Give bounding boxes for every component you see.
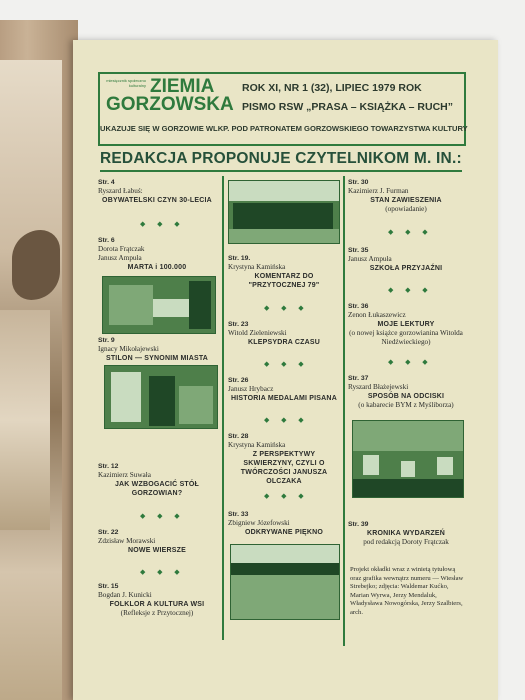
divider-diamonds: ◆ ◆ ◆ <box>388 358 433 366</box>
issue-info: ROK XI, NR 1 (32), LIPIEC 1979 ROK <box>242 82 422 94</box>
divider-diamonds: ◆ ◆ ◆ <box>264 416 309 424</box>
toc-entry: Str. 33 Zbigniew Józefowski ODKRYWANE PIĘKNO <box>228 511 323 536</box>
logo-line-2: GORZOWSKA <box>106 94 234 115</box>
logo-publisher-small: miesięcznik społeczno kulturalny <box>106 78 146 88</box>
toc-entry: Str. 37 Ryszard Błażejewski SPOSÓB NA ODCISKI (o kabarecie BYM z Myśliborza) <box>348 375 454 409</box>
toc-entry: Str. 28 Krystyna Kamińska Z PERSPEKTYWY SKWIERZYNY, CZYLI O TWÓRCZOŚCI JANUSZA OLCZAKA <box>228 433 328 485</box>
divider-diamonds: ◆ ◆ ◆ <box>140 512 185 520</box>
toc-entry: Str. 39 KRONIKA WYDARZEŃ pod redakcją Doroty Frątczak <box>348 521 449 546</box>
toc-entry: Str. 12 Kazimierz Suwała JAK WZBOGACIĆ STÓŁ GORZOWIAN? <box>98 463 200 497</box>
toc-entry: Str. 23 Witold Zieleniewski KLEPSYDRA CZASU <box>228 321 320 346</box>
column-rule-2 <box>343 176 345 646</box>
divider-diamonds: ◆ ◆ ◆ <box>388 228 433 236</box>
toc-entry: Str. 9 Ignacy Mikołajewski STILON — SYNONIM MIASTA <box>98 337 209 362</box>
toc-entry: Str. 35 Janusz Ampuła SZKOŁA PRZYJAŹNI <box>348 247 443 272</box>
toc-entry: Str. 22 Zdzisław Morawski NOWE WIERSZE <box>98 529 186 554</box>
facing-page-photo <box>0 20 78 700</box>
toc-entry: Str. 15 Bogdan J. Kunicki FOLKLOR A KULTURA WSI (Refleksje z Przytocznej) <box>98 583 205 617</box>
divider-diamonds: ◆ ◆ ◆ <box>388 286 433 294</box>
divider-diamonds: ◆ ◆ ◆ <box>140 220 185 228</box>
toc-entry: Str. 19. Krystyna Kamińska KOMENTARZ DO "PRZYTOCZNEJ 79" <box>228 255 320 289</box>
column-rule-1 <box>222 176 224 640</box>
page-headline: REDAKCJA PROPONUJE CZYTELNIKOM M. IN.: <box>100 150 462 167</box>
logo-line-1: ZIEMIA <box>150 76 215 97</box>
publisher-info: PISMO RSW „PRASA – KSIĄŻKA – RUCH” <box>242 101 453 113</box>
divider-diamonds: ◆ ◆ ◆ <box>264 304 309 312</box>
toc-entry: Str. 4 Ryszard Łabuś: OBYWATELSKI CZYN 30-LECIA <box>98 179 212 204</box>
photo-factory <box>104 365 218 429</box>
masthead-logo <box>106 76 234 116</box>
divider-diamonds: ◆ ◆ ◆ <box>264 360 309 368</box>
photo-folk-dancers <box>228 180 340 244</box>
toc-entry: Str. 6 Dorota Frątczak Janusz Ampuła MARTA i 100.000 <box>98 237 187 271</box>
toc-entry: Str. 30 Kazimierz J. Furman STAN ZAWIESZENIA (opowiadanie) <box>348 179 442 213</box>
toc-entry: Str. 36 Zenon Łukaszewicz MOJE LEKTURY (o nowej książce gorzowianina Witolda Niedźwieckiego) <box>348 303 463 346</box>
toc-entry: Str. 26 Janusz Hrybacz HISTORIA MEDALAMI PISANA <box>228 377 337 402</box>
photo-cemetery <box>352 420 464 498</box>
photo-lake <box>230 544 340 620</box>
credits-text: Projekt okładki wraz z winietą tytułową oraz grafika wewnątrz numeru — Wiesław Strebejko; zdjęcia: Waldemar Kućko, Marian Wyrwa, Jerzy Mendaluk, Władysława Nowogórska, Jerzy Szalbiers, arch. <box>350 566 464 616</box>
divider-diamonds: ◆ ◆ ◆ <box>264 492 309 500</box>
photo-garden <box>102 276 216 334</box>
divider-diamonds: ◆ ◆ ◆ <box>140 568 185 576</box>
patronage-line: UKAZUJE SIĘ W GORZOWIE WLKP. POD PATRONATEM GORZOWSKIEGO TOWARZYSTWA KULTURY <box>100 124 468 133</box>
headline-rule <box>100 170 462 172</box>
